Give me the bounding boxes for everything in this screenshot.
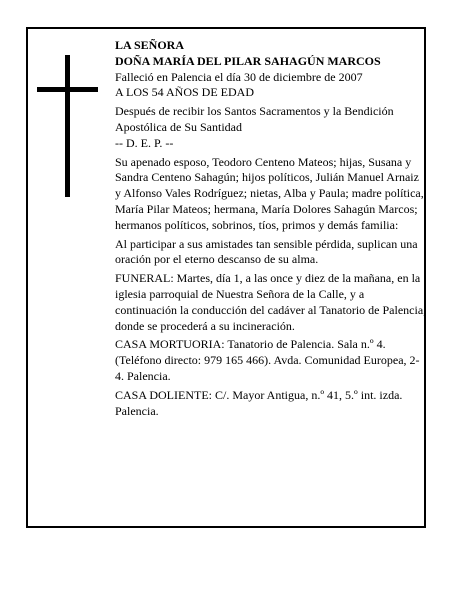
obituary-text: [115, 38, 427, 419]
prayer-request: Al participar a sus amistades tan sensible pérdida, suplican una oración por el eterno descanso de su alma.: [115, 236, 418, 267]
home-info: CASA DOLIENTE: C/. Mayor Antigua, n.º 41, 5.º int. izda. Palencia.: [115, 387, 403, 418]
mortuary-info: CASA MORTUORIA: Tanatorio de Palencia. Sala n.º 4. (Teléfono directo: 979 165 466). Avda. Comunidad Europea, 2-4. Palencia.: [115, 337, 420, 383]
notice-title: LA SEÑORA: [115, 38, 185, 52]
dep-line: -- D. E. P. --: [115, 135, 174, 150]
family-list: Su apenado esposo, Teodoro Centeno Mateos; hijas, Susana y Sandra Centeno Sahagún; hijos políticos, Julián Manuel Arnaiz y Alfonso Vales Rodríguez; nietas, Alba y Paula; madre política, María Pilar Mateos; hermana, María Dolores Sahagún Marcos; hermanos políticos, sobrinos, tíos, primos y demás familia:: [115, 154, 424, 232]
funeral-info: FUNERAL: Martes, día 1, a las once y diez de la mañana, en la iglesia parroquial de Nuestra Señora de la Calle, y a continuación la conducción del cadáver al Tanatorio de Palencia, donde se procederá a su incineración.: [115, 271, 427, 333]
sacraments-line: Después de recibir los Santos Sacramentos y la Bendición Apostólica de Su Santidad: [115, 104, 394, 134]
cross-icon-bar: [37, 87, 98, 92]
cross-icon: [65, 55, 70, 197]
age-line: A LOS 54 AÑOS DE EDAD: [115, 85, 255, 100]
deceased-name: DOÑA MARÍA DEL PILAR SAHAGÚN MARCOS: [115, 53, 381, 68]
death-date: Falleció en Palencia el día 30 de diciembre de 2007: [115, 69, 363, 84]
